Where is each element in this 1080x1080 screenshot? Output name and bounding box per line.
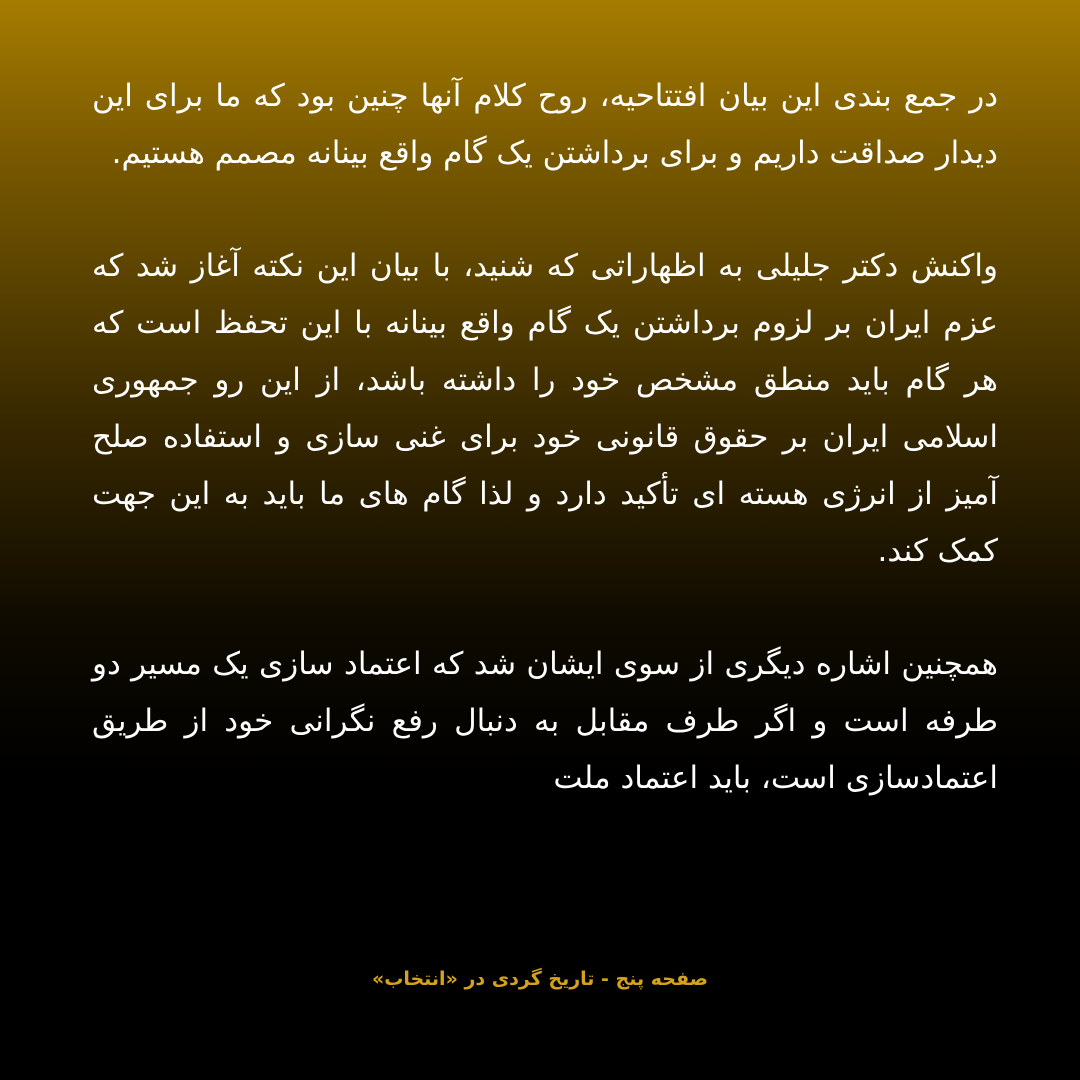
paragraph-1: در جمع بندی این بیان افتتاحیه، روح کلام آنها چنین بود که ما برای این دیدار صداقت داریم و برای برداشتن یک گام واقع بینانه مصمم هستیم. — [92, 78, 998, 171]
article-body — [92, 68, 998, 863]
paragraph-2: واکنش دکتر جلیلی به اظهاراتی که شنید، با بیان این نکته آغاز شد که عزم ایران بر لزوم برداشتن یک گام واقع بینانه با این تحفظ است که هر گام باید منطق مشخص خود را داشته باشد، از این رو جمهوری اسلامی ایران بر حقوق قانونی خود برای غنی سازی و استفاده صلح آمیز از انرژی هسته ای تأکید دارد و لذا گام های ما باید به این جهت کمک کند. — [92, 248, 998, 569]
page-footer-caption: صفحه پنج - تاریخ گردی در «انتخاب» — [371, 968, 709, 990]
paragraph-3: همچنین اشاره دیگری از سوی ایشان شد که اعتماد سازی یک مسیر دو طرفه است و اگر طرف مقابل به دنبال رفع نگرانی خود از طریق اعتمادسازی است، باید اعتماد ملت — [92, 646, 998, 796]
